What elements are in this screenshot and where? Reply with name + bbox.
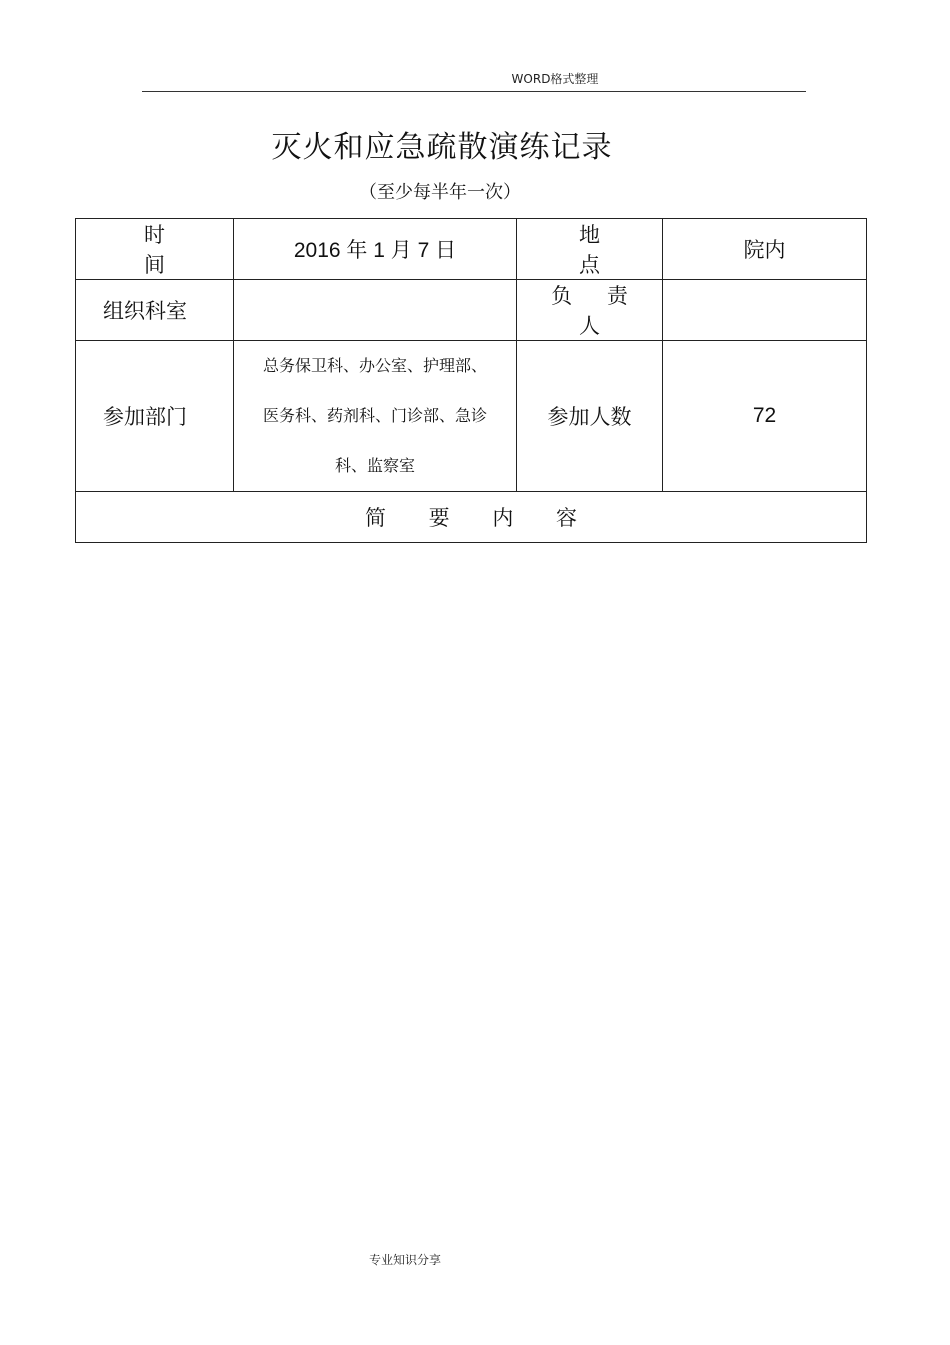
summary-label: 简 要 内 容 (76, 492, 867, 543)
header-rule (142, 91, 806, 92)
org-label: 组织科室 (76, 280, 234, 341)
dept-line: 科、监察室 (334, 456, 415, 475)
time-value: 2016 年 1 月 7 日 (234, 219, 517, 280)
leader-label: 负 责 人 (517, 280, 663, 341)
header-note: WORD格式整理 (511, 72, 599, 86)
document-title: 灭火和应急疏散演练记录 (271, 130, 613, 165)
time-label: 时 间 (76, 219, 234, 280)
dept-line: 总务保卫科、办公室、护理部、 (262, 356, 487, 375)
table-row-org (76, 280, 867, 341)
count-label: 参加人数 (517, 341, 663, 492)
footer-note: 专业知识分享 (368, 1253, 441, 1267)
dept-label: 参加部门 (76, 341, 234, 492)
table-row-dept (76, 341, 867, 492)
table-row-summary (76, 492, 867, 543)
place-value: 院内 (663, 219, 867, 280)
leader-value (663, 280, 867, 341)
drill-record-table (75, 218, 867, 543)
place-label: 地 点 (517, 219, 663, 280)
count-value: 72 (663, 341, 867, 492)
dept-value (234, 341, 517, 492)
org-value (234, 280, 517, 341)
table-row-time (76, 219, 867, 280)
document-subtitle: （至少每半年一次） (359, 182, 521, 203)
dept-line: 医务科、药剂科、门诊部、急诊 (262, 406, 487, 425)
